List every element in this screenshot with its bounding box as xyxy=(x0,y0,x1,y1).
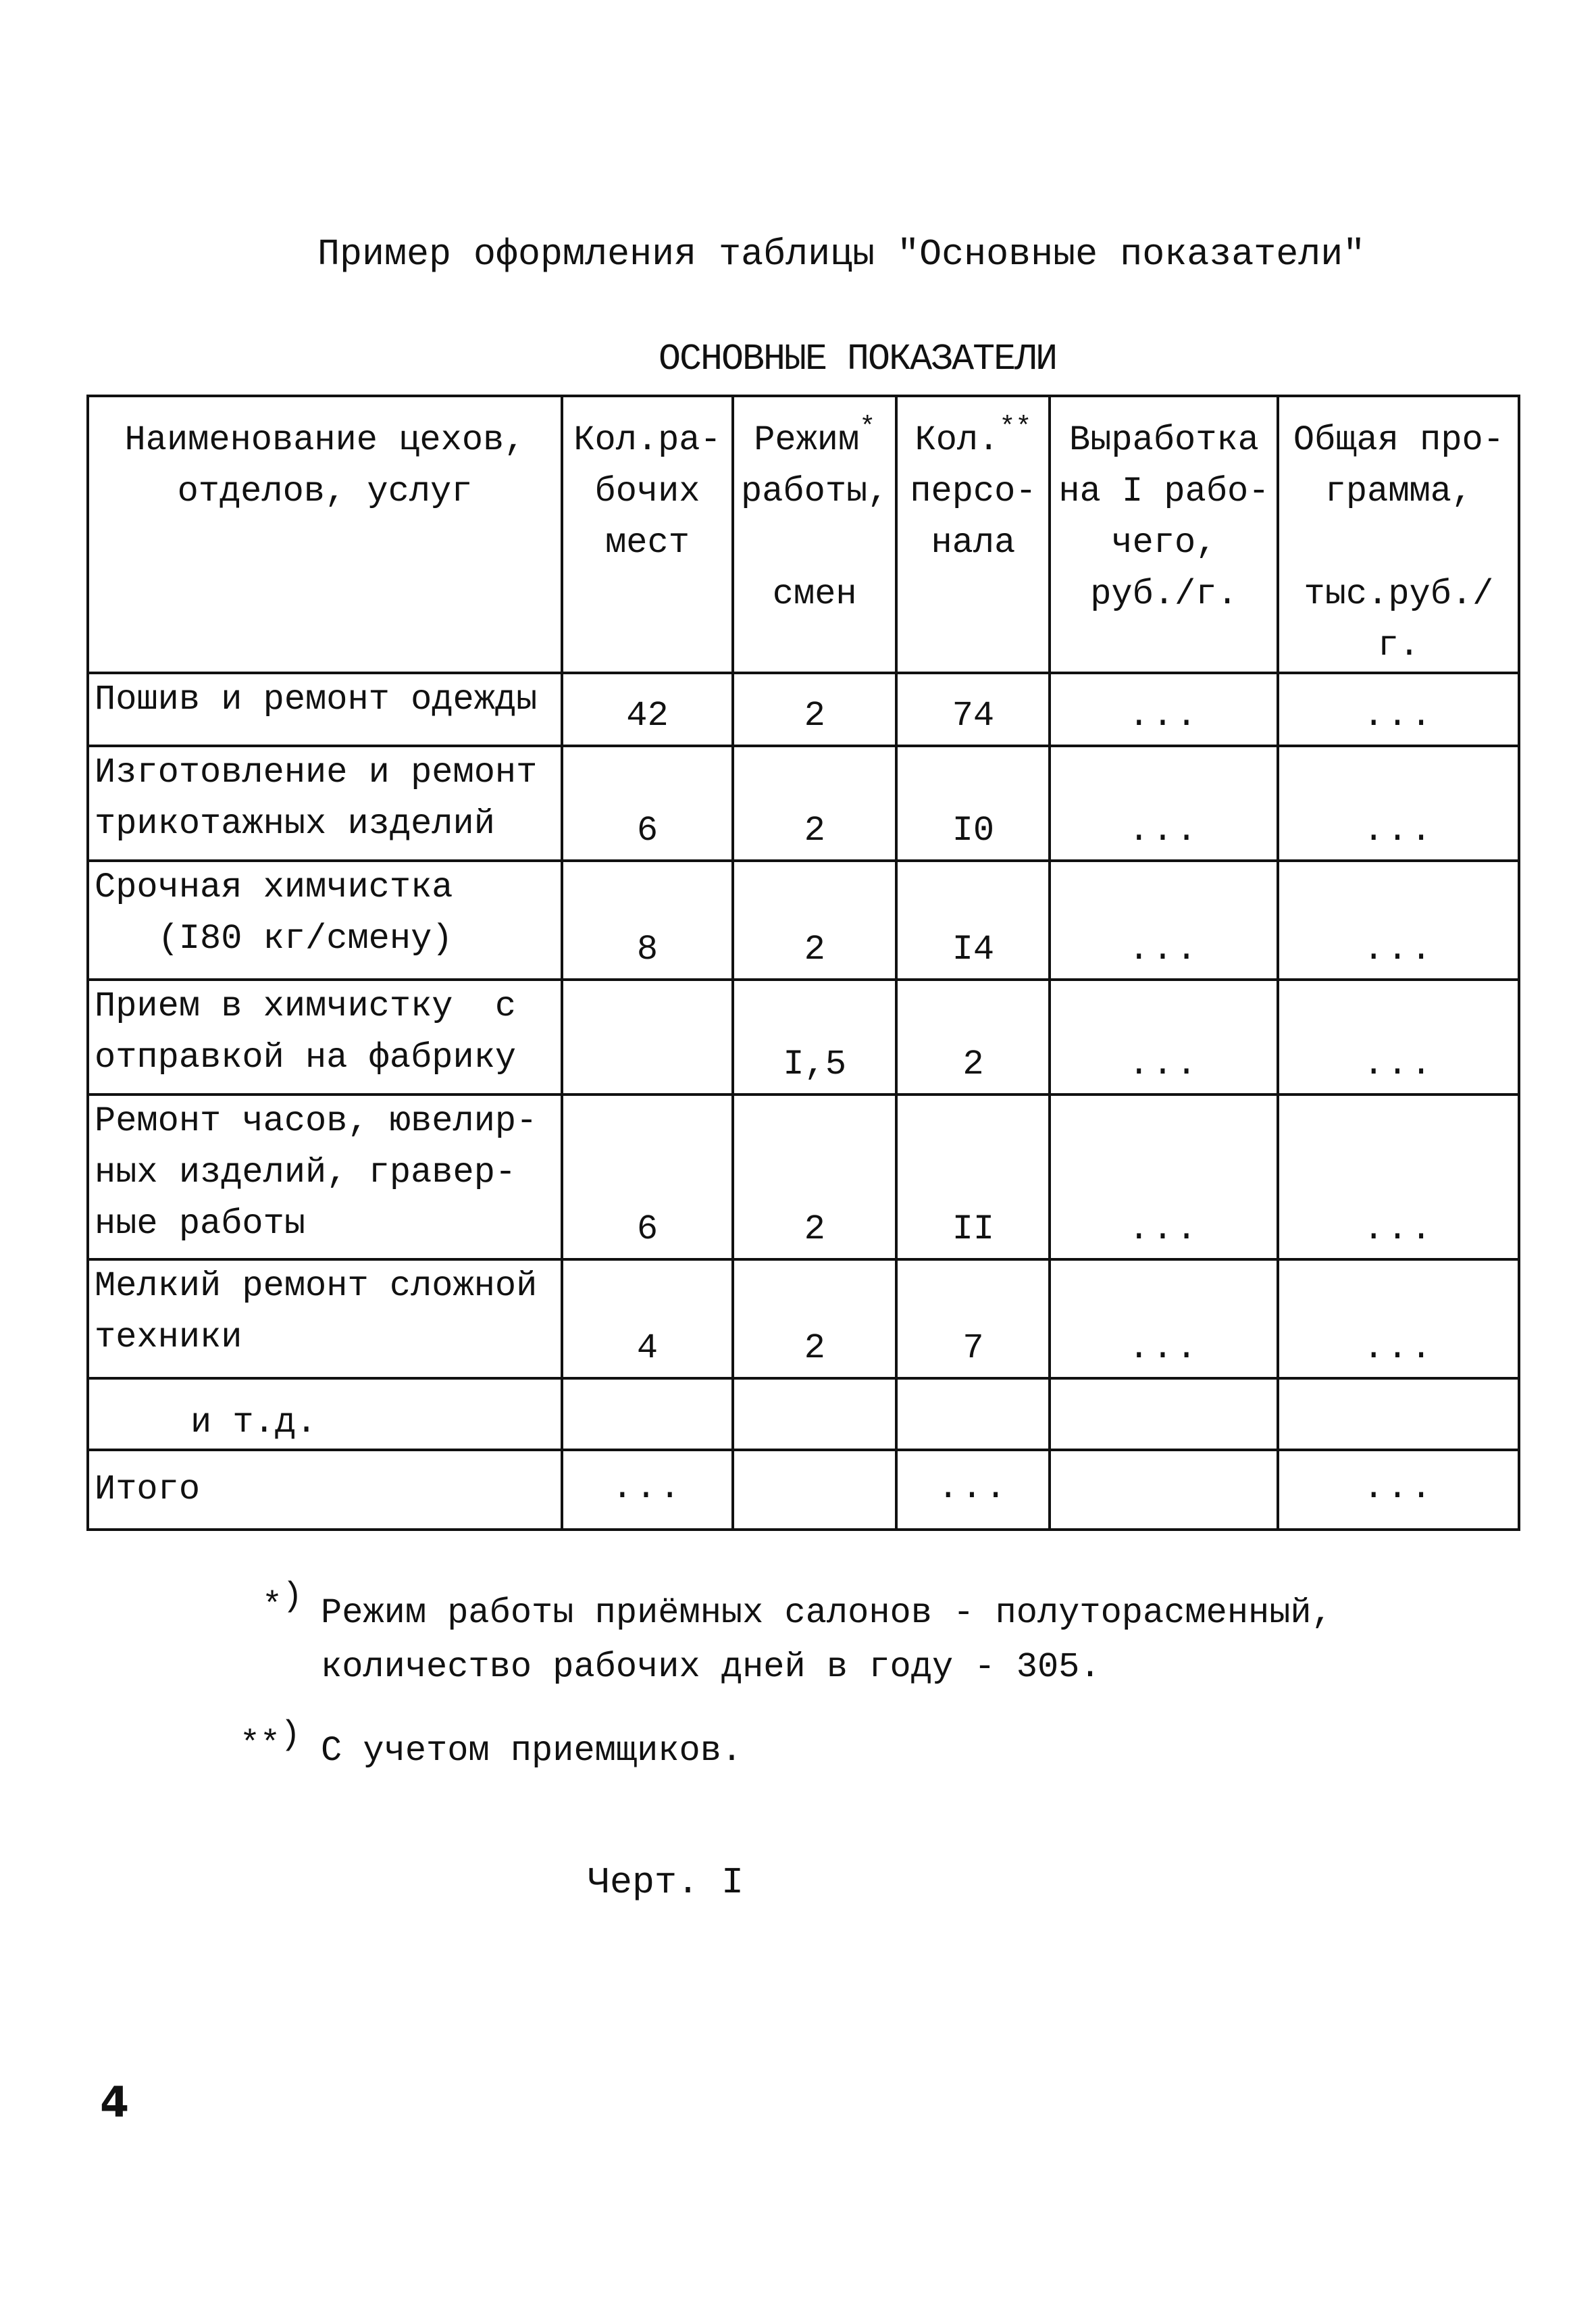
table-row xyxy=(88,1378,1519,1450)
table-row xyxy=(88,1259,1519,1378)
table-header-row xyxy=(88,396,1519,673)
cell-mode xyxy=(733,1378,896,1450)
cell-workplaces: 8 xyxy=(562,861,733,980)
cell-program xyxy=(1278,1378,1519,1450)
cell-output xyxy=(1050,1450,1278,1530)
table-row xyxy=(88,861,1519,980)
row-name: Итого xyxy=(88,1450,562,1530)
cell-mode: 2 xyxy=(733,1095,896,1259)
cell-program: ... xyxy=(1278,1450,1519,1530)
cell-output: ... xyxy=(1050,980,1278,1095)
cell-workplaces: 6 xyxy=(562,1095,733,1259)
cell-output: ... xyxy=(1050,1259,1278,1378)
cell-staff: ... xyxy=(896,1450,1050,1530)
cell-output: ... xyxy=(1050,861,1278,980)
row-name: Мелкий ремонт сложной техники xyxy=(88,1259,562,1378)
header-output: Выработка на I рабо- чего, руб./г. xyxy=(1050,396,1278,673)
cell-program: ... xyxy=(1278,673,1519,746)
cell-staff: 2 xyxy=(896,980,1050,1095)
header-staff: Кол.** персо- нала xyxy=(896,396,1050,673)
header-program: Общая про- грамма, тыс.руб./г. xyxy=(1278,396,1519,673)
cell-workplaces: 6 xyxy=(562,746,733,861)
cell-staff: I0 xyxy=(896,746,1050,861)
table-title: ОСНОВНЫЕ ПОКАЗАТЕЛИ xyxy=(659,338,1057,380)
header-name: Наименование цехов, отделов, услуг xyxy=(88,396,562,673)
row-name: Прием в химчистку с отправкой на фабрику xyxy=(88,980,562,1095)
row-name: Изготовление и ремонт трикотажных изделий xyxy=(88,746,562,861)
footnote-2: С учетом приемщиков. xyxy=(321,1731,743,1771)
cell-mode: 2 xyxy=(733,746,896,861)
cell-staff xyxy=(896,1378,1050,1450)
table-row xyxy=(88,673,1519,746)
cell-program: ... xyxy=(1278,861,1519,980)
cell-workplaces: ... xyxy=(562,1450,733,1530)
cell-program: ... xyxy=(1278,980,1519,1095)
indicators-table xyxy=(86,395,1520,1531)
row-name: Срочная химчистка (I80 кг/смену) xyxy=(88,861,562,980)
cell-mode: 2 xyxy=(733,861,896,980)
row-name: Ремонт часов, ювелир- ных изделий, гравер- ные работы xyxy=(88,1095,562,1259)
row-name: и т.д. xyxy=(88,1378,562,1450)
cell-output: ... xyxy=(1050,673,1278,746)
asterisk-mark: * xyxy=(859,413,876,443)
footnote-2-mark: **) xyxy=(240,1716,301,1764)
cell-staff: I4 xyxy=(896,861,1050,980)
cell-program: ... xyxy=(1278,1259,1519,1378)
cell-mode xyxy=(733,1450,896,1530)
cell-workplaces xyxy=(562,1378,733,1450)
double-asterisk-mark: ** xyxy=(999,413,1032,443)
header-mode: Режим* работы, смен xyxy=(733,396,896,673)
cell-mode: 2 xyxy=(733,1259,896,1378)
cell-staff: 74 xyxy=(896,673,1050,746)
page-number: 4 xyxy=(100,2078,130,2127)
footnote-1-mark: *) xyxy=(262,1578,303,1626)
cell-staff: 7 xyxy=(896,1259,1050,1378)
cell-mode: I,5 xyxy=(733,980,896,1095)
figure-label: Черт. I xyxy=(588,1861,744,1904)
cell-mode: 2 xyxy=(733,673,896,746)
cell-output: ... xyxy=(1050,1095,1278,1259)
row-name: Пошив и ремонт одежды xyxy=(88,673,562,746)
footnote-1: Режим работы приёмных салонов - полуторасменный, количество рабочих дней в году - 305. xyxy=(321,1593,1333,1687)
cell-staff: II xyxy=(896,1095,1050,1259)
cell-workplaces xyxy=(562,980,733,1095)
cell-workplaces: 42 xyxy=(562,673,733,746)
table-row xyxy=(88,1095,1519,1259)
cell-workplaces: 4 xyxy=(562,1259,733,1378)
cell-program: ... xyxy=(1278,746,1519,861)
table-row xyxy=(88,746,1519,861)
cell-program: ... xyxy=(1278,1095,1519,1259)
table-row xyxy=(88,980,1519,1095)
header-workplaces: Кол.ра- бочих мест xyxy=(562,396,733,673)
page-caption: Пример оформления таблицы "Основные показатели" xyxy=(317,233,1366,276)
cell-output xyxy=(1050,1378,1278,1450)
table-row xyxy=(88,1450,1519,1530)
cell-output: ... xyxy=(1050,746,1278,861)
